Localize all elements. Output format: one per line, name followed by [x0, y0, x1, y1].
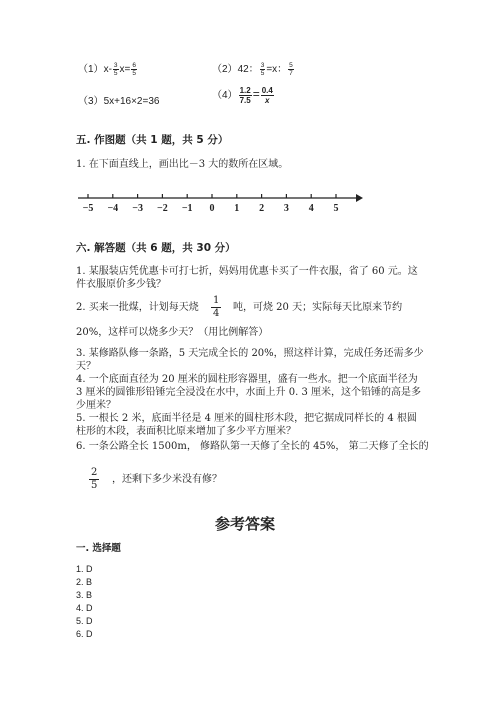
equation-3: （3）5x+16×2=36 — [78, 96, 160, 107]
section-6-question-2-part-1: 2. 买来一批煤，计划每天烧 — [76, 302, 199, 313]
answer-item-5: 5. D — [76, 616, 93, 626]
answer-item-4: 4. D — [76, 603, 93, 613]
section-6-question-6-tail: ，还剩下多少米没有修？ — [112, 474, 222, 485]
number-line — [76, 190, 366, 210]
number-line-label: 5 — [333, 203, 339, 214]
section-6-question-5: 5. 一根长 2 米，底面半径是 4 厘米的圆柱形木段，把它据成同样长的 4 根圆柱形的木段，表面积比原来增加了多少平方厘米？ — [76, 413, 417, 437]
section-5-question-1: 1. 在下面直线上，画出比－3 大的数所在区域。 — [76, 159, 289, 170]
number-line-ticks — [88, 194, 336, 198]
section-6-question-2-line-2: 20%，这样可以烧多少天？（用比例解答） — [76, 327, 269, 338]
equation-2: （2）42： $\frac{3}{5}$ =x： $\frac{5}{7}$ — [212, 61, 293, 77]
number-line-label: 2 — [259, 203, 265, 214]
number-line-label: 3 — [283, 203, 289, 214]
number-line-label: −5 — [82, 203, 94, 214]
section-6-question-4: 4. 一个底面直径为 20 厘米的圆柱形容器里，盛有一些水。把一个底面半径为 3 厘米的圆锥形铅锤完全浸没在水中，水面上升 0. 3 厘米，这个铅锤的高是多少厘米？ — [76, 374, 421, 411]
section-6-question-1: 1. 某服装店凭优惠卡可打七折，妈妈用优惠卡买了一件衣服，省了 60 元。这件衣服原价多少钱？ — [76, 266, 418, 290]
section-6-question-2-part-2: 吨，可烧 20 天；实际每天比原来节约 — [233, 302, 403, 313]
answers-title: 参考答案 — [215, 515, 276, 533]
answer-item-6: 6. D — [76, 629, 93, 639]
number-line-label: 4 — [308, 203, 314, 214]
equation-1: （1）x- $\frac{3}{5}$ x= $\frac{6}{5}$ — [78, 61, 136, 77]
section-5-heading: 五. 作图题（共 1 题，共 5 分） — [76, 134, 229, 146]
answer-item-2: 2. B — [76, 577, 93, 587]
question-6-fraction: $\frac{2}{5}$ — [91, 467, 98, 491]
answers-section-heading: 一. 选择题 — [76, 543, 121, 554]
equation-4: （4） $\frac{1.2}{7.5}$ = $\frac{0.4}{x}$ — [212, 86, 273, 105]
number-line-label: 0 — [209, 203, 215, 214]
number-line-arrow — [356, 194, 363, 202]
number-line-label: 1 — [234, 203, 240, 214]
answer-item-3: 3. B — [76, 590, 93, 600]
answer-item-1: 1. D — [76, 564, 93, 574]
number-line-label: −4 — [107, 203, 119, 214]
question-2-fraction: $\frac{1}{4}$ — [213, 295, 220, 319]
number-line-label: −2 — [157, 203, 168, 214]
number-line-label: −3 — [132, 203, 143, 214]
section-6-question-3: 3. 某修路队修一条路，5 天完成全长的 20%，照这样计算，完成任务还需多少天？ — [76, 348, 424, 372]
section-6-heading: 六. 解答题（共 6 题，共 30 分） — [76, 242, 236, 254]
number-line-label: −1 — [181, 203, 193, 214]
section-6-question-6: 6. 一条公路全长 1500m， 修路队第一天修了全长的 45%， 第二天修了全长的 — [76, 441, 429, 452]
